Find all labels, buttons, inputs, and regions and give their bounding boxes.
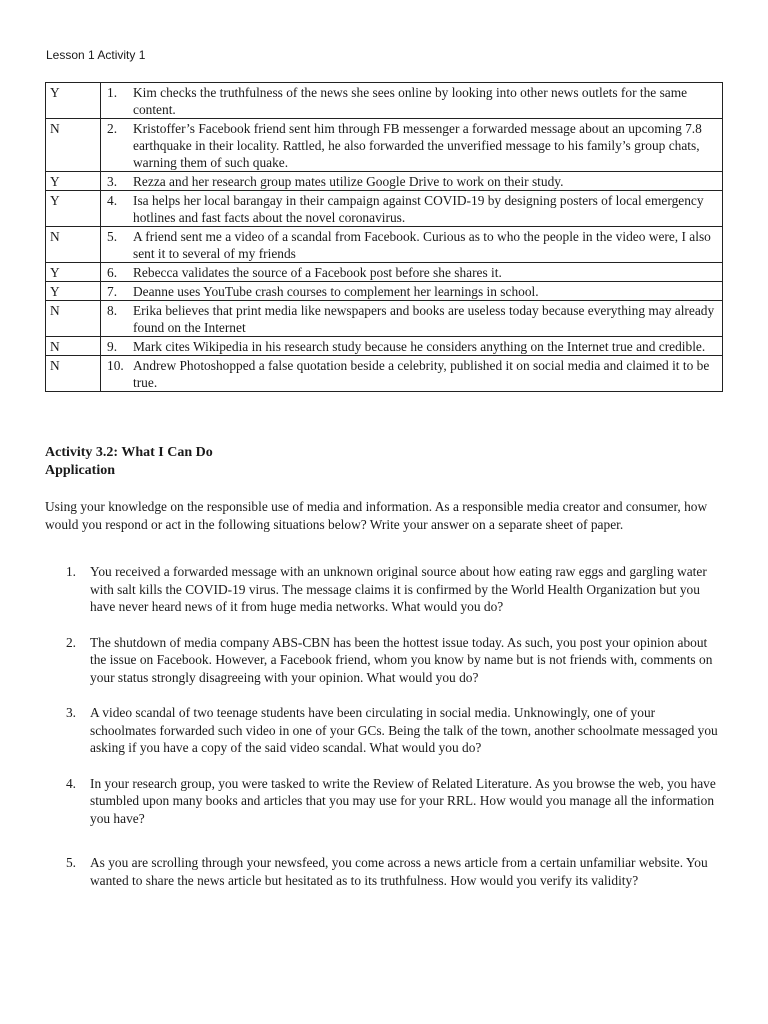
table-row	[46, 356, 723, 392]
page-title: Lesson 1 Activity 1	[46, 48, 146, 62]
list-item	[45, 775, 720, 828]
situation-text: You received a forwarded message with an unknown original source about how eating raw eggs and gargling water with salt kills the COVID-19 virus. The message claims it is confirmed by the World Health Organization but you have never heard news of it from huge media networks. What would you do?	[90, 564, 707, 614]
item-number: 6.	[107, 265, 118, 280]
statement-cell	[101, 337, 723, 356]
statement-text: Rebecca validates the source of a Facebook post before she shares it.	[133, 265, 502, 280]
statement-cell	[101, 83, 723, 119]
statement-text: Andrew Photoshopped a false quotation beside a celebrity, published it on social media and claimed it to be true.	[133, 358, 710, 390]
item-number: 3.	[107, 174, 118, 189]
statement-text: A friend sent me a video of a scandal from Facebook. Curious as to who the people in the video were, I also sent it to several of my friends	[133, 229, 711, 261]
statement-text: Mark cites Wikipedia in his research study because he considers anything on the Internet true and credible.	[133, 339, 706, 354]
statement-text: Erika believes that print media like newspapers and books are useless today because everything may already found on the Internet	[133, 303, 715, 335]
answer-cell: Y	[46, 83, 101, 119]
item-number: 5.	[65, 855, 76, 870]
statement-cell	[101, 119, 723, 172]
situation-text: As you are scrolling through your newsfeed, you come across a news article from a certain unfamiliar website. You wanted to share the news article but hesitated as to its truthfulness. How would you verify its validity?	[90, 855, 708, 888]
answer-cell: N	[46, 337, 101, 356]
answer-table	[45, 82, 723, 392]
answer-cell: Y	[46, 172, 101, 191]
list-item	[45, 854, 720, 889]
list-item	[45, 704, 720, 757]
item-number: 8.	[107, 303, 118, 318]
item-number: 4.	[107, 193, 118, 208]
table-row	[46, 191, 723, 227]
item-number: 1.	[107, 85, 118, 100]
statement-cell	[101, 263, 723, 282]
table-row	[46, 83, 723, 119]
situation-text: A video scandal of two teenage students have been circulating in social media. Unknowingly, one of your schoolmates forwarded such video in one of your GCs. Being the talk of the town, another schoolmate messaged you asking if you have a copy of the said video scandal. What would you do?	[90, 705, 718, 755]
table-row	[46, 119, 723, 172]
statement-cell	[101, 227, 723, 263]
answer-cell: N	[46, 227, 101, 263]
statement-cell	[101, 356, 723, 392]
table-row	[46, 227, 723, 263]
statement-text: Kristoffer’s Facebook friend sent him through FB messenger a forwarded message about an upcoming 7.8 earthquake in their locality. Rattled, he also forwarded the unverified message to his family’s group chats, warning them of such quake.	[133, 121, 702, 170]
item-number: 2.	[107, 121, 118, 136]
situation-list	[45, 563, 720, 889]
statement-cell	[101, 301, 723, 337]
activity-subtitle: Application	[45, 463, 116, 478]
statement-cell	[101, 191, 723, 227]
table-row	[46, 172, 723, 191]
activity-intro: Using your knowledge on the responsible use of media and information. As a responsible media creator and consumer, how would you respond or act in the following situations below? Write your answer on a separate sheet of paper.	[45, 499, 708, 532]
item-number: 10.	[107, 358, 124, 373]
answer-cell: Y	[46, 282, 101, 301]
answer-cell: N	[46, 301, 101, 337]
situation-text: In your research group, you were tasked to write the Review of Related Literature. As you browse the web, you have stumbled upon many books and articles that you may use for your RRL. How would you manage all the information you have?	[90, 775, 716, 826]
list-item	[45, 634, 720, 687]
situation-text: The shutdown of media company ABS-CBN has been the hottest issue today. As such, you post your opinion about the issue on Facebook. However, a Facebook friend, whom you know by name but is not friends with, comments on your status strongly disagreeing with your opinion. What would you do?	[90, 634, 713, 685]
answer-cell: Y	[46, 263, 101, 282]
item-number: 4.	[65, 775, 76, 791]
list-item	[45, 563, 720, 616]
statement-text: Rezza and her research group mates utilize Google Drive to work on their study.	[133, 174, 564, 189]
table-row	[46, 282, 723, 301]
answer-cell: N	[46, 119, 101, 172]
table-row	[46, 263, 723, 282]
item-number: 1.	[65, 564, 76, 579]
item-number: 5.	[107, 229, 118, 244]
statement-cell	[101, 172, 723, 191]
item-number: 2.	[65, 634, 76, 650]
item-number: 3.	[65, 705, 76, 720]
statement-text: Isa helps her local barangay in their campaign against COVID-19 by designing posters of local emergency hotlines and fast facts about the novel coronavirus.	[133, 193, 704, 225]
statement-text: Kim checks the truthfulness of the news she sees online by looking into other news outlets for the same content.	[133, 85, 688, 117]
item-number: 7.	[107, 284, 118, 299]
table-row	[46, 337, 723, 356]
statement-text: Deanne uses YouTube crash courses to complement her learnings in school.	[133, 284, 539, 299]
activity-heading	[45, 444, 213, 480]
statement-cell	[101, 282, 723, 301]
answer-cell: Y	[46, 191, 101, 227]
table-row	[46, 301, 723, 337]
activity-title: Activity 3.2: What I Can Do	[45, 445, 213, 460]
answer-cell: N	[46, 356, 101, 392]
item-number: 9.	[107, 339, 118, 354]
